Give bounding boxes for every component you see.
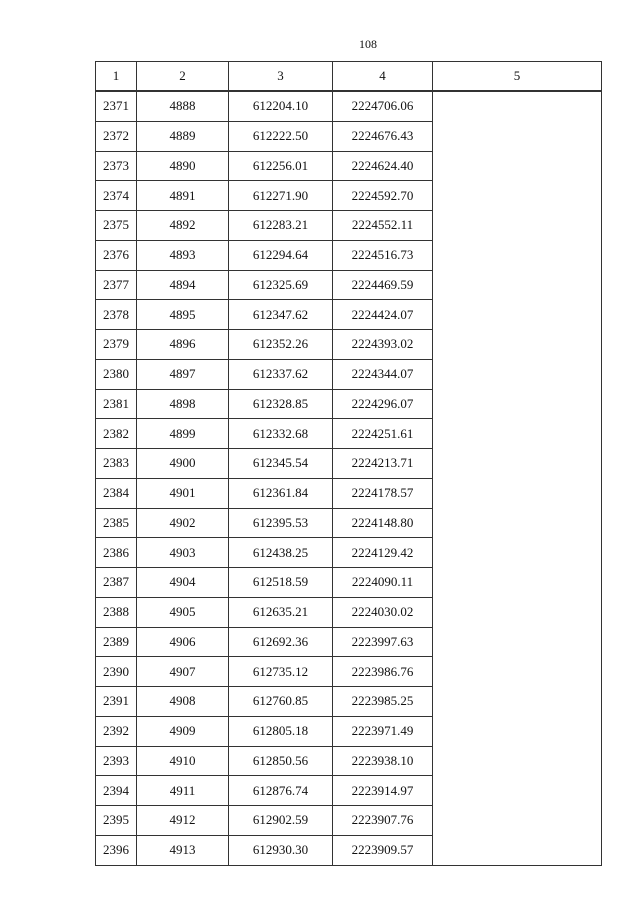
table-cell: 2223997.63 [333, 627, 433, 657]
table-cell: 612518.59 [229, 568, 333, 598]
table-cell: 612395.53 [229, 508, 333, 538]
table-cell: 2386 [96, 538, 137, 568]
table-cell: 4896 [137, 330, 229, 360]
table-cell-empty-column-5 [433, 91, 602, 865]
table-cell: 4894 [137, 270, 229, 300]
table-cell: 2224624.40 [333, 151, 433, 181]
table-cell: 2389 [96, 627, 137, 657]
table-cell: 2224213.71 [333, 449, 433, 479]
table-cell: 612283.21 [229, 211, 333, 241]
table-cell: 2382 [96, 419, 137, 449]
table-cell: 2224516.73 [333, 240, 433, 270]
table-cell: 2394 [96, 776, 137, 806]
table-cell: 2223971.49 [333, 716, 433, 746]
table-cell: 2224296.07 [333, 389, 433, 419]
table-cell: 2396 [96, 835, 137, 865]
table-cell: 612328.85 [229, 389, 333, 419]
table-cell: 4901 [137, 478, 229, 508]
table-cell: 2224424.07 [333, 300, 433, 330]
table-cell: 2390 [96, 657, 137, 687]
table-cell: 2224706.06 [333, 91, 433, 121]
table-body [96, 91, 602, 865]
table-cell: 4890 [137, 151, 229, 181]
table-cell: 2378 [96, 300, 137, 330]
table-cell: 2223909.57 [333, 835, 433, 865]
table-cell: 612735.12 [229, 657, 333, 687]
table-cell: 2224148.80 [333, 508, 433, 538]
table-cell: 612760.85 [229, 687, 333, 717]
table-cell: 2379 [96, 330, 137, 360]
column-header: 2 [137, 62, 229, 92]
table-cell: 612256.01 [229, 151, 333, 181]
table-cell: 2377 [96, 270, 137, 300]
table-cell: 4909 [137, 716, 229, 746]
table-cell: 4907 [137, 657, 229, 687]
table-cell: 2223907.76 [333, 806, 433, 836]
column-header: 1 [96, 62, 137, 92]
table-cell: 612345.54 [229, 449, 333, 479]
table-cell: 2395 [96, 806, 137, 836]
table-cell: 4892 [137, 211, 229, 241]
table-cell: 4898 [137, 389, 229, 419]
table-cell: 4905 [137, 597, 229, 627]
table-cell: 612271.90 [229, 181, 333, 211]
column-header: 5 [433, 62, 602, 92]
table-cell: 612361.84 [229, 478, 333, 508]
table-cell: 2383 [96, 449, 137, 479]
table-cell: 2223914.97 [333, 776, 433, 806]
table-cell: 4888 [137, 91, 229, 121]
table-cell: 612337.62 [229, 359, 333, 389]
table-cell: 4903 [137, 538, 229, 568]
table-cell: 612352.26 [229, 330, 333, 360]
page-number: 108 [359, 37, 377, 51]
table-cell: 2224552.11 [333, 211, 433, 241]
table-cell: 4895 [137, 300, 229, 330]
table-cell: 2224393.02 [333, 330, 433, 360]
table-cell: 612876.74 [229, 776, 333, 806]
table-cell: 612347.62 [229, 300, 333, 330]
table-cell: 612325.69 [229, 270, 333, 300]
table-cell: 2391 [96, 687, 137, 717]
table-cell: 4912 [137, 806, 229, 836]
table-cell: 2376 [96, 240, 137, 270]
table-cell: 4889 [137, 121, 229, 151]
table-cell: 4904 [137, 568, 229, 598]
table-cell: 2375 [96, 211, 137, 241]
table-cell: 612805.18 [229, 716, 333, 746]
table-cell: 2371 [96, 91, 137, 121]
table-cell: 2224129.42 [333, 538, 433, 568]
table-cell: 2381 [96, 389, 137, 419]
table-cell: 612332.68 [229, 419, 333, 449]
table-cell: 4911 [137, 776, 229, 806]
table-cell: 612438.25 [229, 538, 333, 568]
table-cell: 612222.50 [229, 121, 333, 151]
table-cell: 4893 [137, 240, 229, 270]
table-cell: 4913 [137, 835, 229, 865]
table-cell: 2224344.07 [333, 359, 433, 389]
table-cell: 2223938.10 [333, 746, 433, 776]
table-cell: 2380 [96, 359, 137, 389]
table-cell: 2384 [96, 478, 137, 508]
table-cell: 2392 [96, 716, 137, 746]
table-cell: 2223985.25 [333, 687, 433, 717]
table-cell: 612635.21 [229, 597, 333, 627]
table-cell: 2224251.61 [333, 419, 433, 449]
table-row [96, 91, 602, 121]
table-cell: 612204.10 [229, 91, 333, 121]
table-cell: 4902 [137, 508, 229, 538]
table-cell: 2224178.57 [333, 478, 433, 508]
table-cell: 4899 [137, 419, 229, 449]
table-cell: 4908 [137, 687, 229, 717]
table-cell: 2374 [96, 181, 137, 211]
table-cell: 2385 [96, 508, 137, 538]
table-cell: 4910 [137, 746, 229, 776]
table-cell: 2372 [96, 121, 137, 151]
column-header: 4 [333, 62, 433, 92]
table-header-row [96, 62, 602, 92]
table-cell: 4906 [137, 627, 229, 657]
table-cell: 612902.59 [229, 806, 333, 836]
table-cell: 2387 [96, 568, 137, 598]
table-cell: 2388 [96, 597, 137, 627]
table-cell: 4897 [137, 359, 229, 389]
table-cell: 2373 [96, 151, 137, 181]
table-cell: 612850.56 [229, 746, 333, 776]
table-cell: 2223986.76 [333, 657, 433, 687]
table-cell: 4891 [137, 181, 229, 211]
table-cell: 2224469.59 [333, 270, 433, 300]
table-cell: 2224592.70 [333, 181, 433, 211]
column-header: 3 [229, 62, 333, 92]
table-cell: 2224090.11 [333, 568, 433, 598]
table-cell: 2393 [96, 746, 137, 776]
table-cell: 2224030.02 [333, 597, 433, 627]
table-cell: 612692.36 [229, 627, 333, 657]
table-cell: 612294.64 [229, 240, 333, 270]
table-cell: 4900 [137, 449, 229, 479]
table-cell: 612930.30 [229, 835, 333, 865]
coordinate-table [95, 61, 602, 866]
table-cell: 2224676.43 [333, 121, 433, 151]
